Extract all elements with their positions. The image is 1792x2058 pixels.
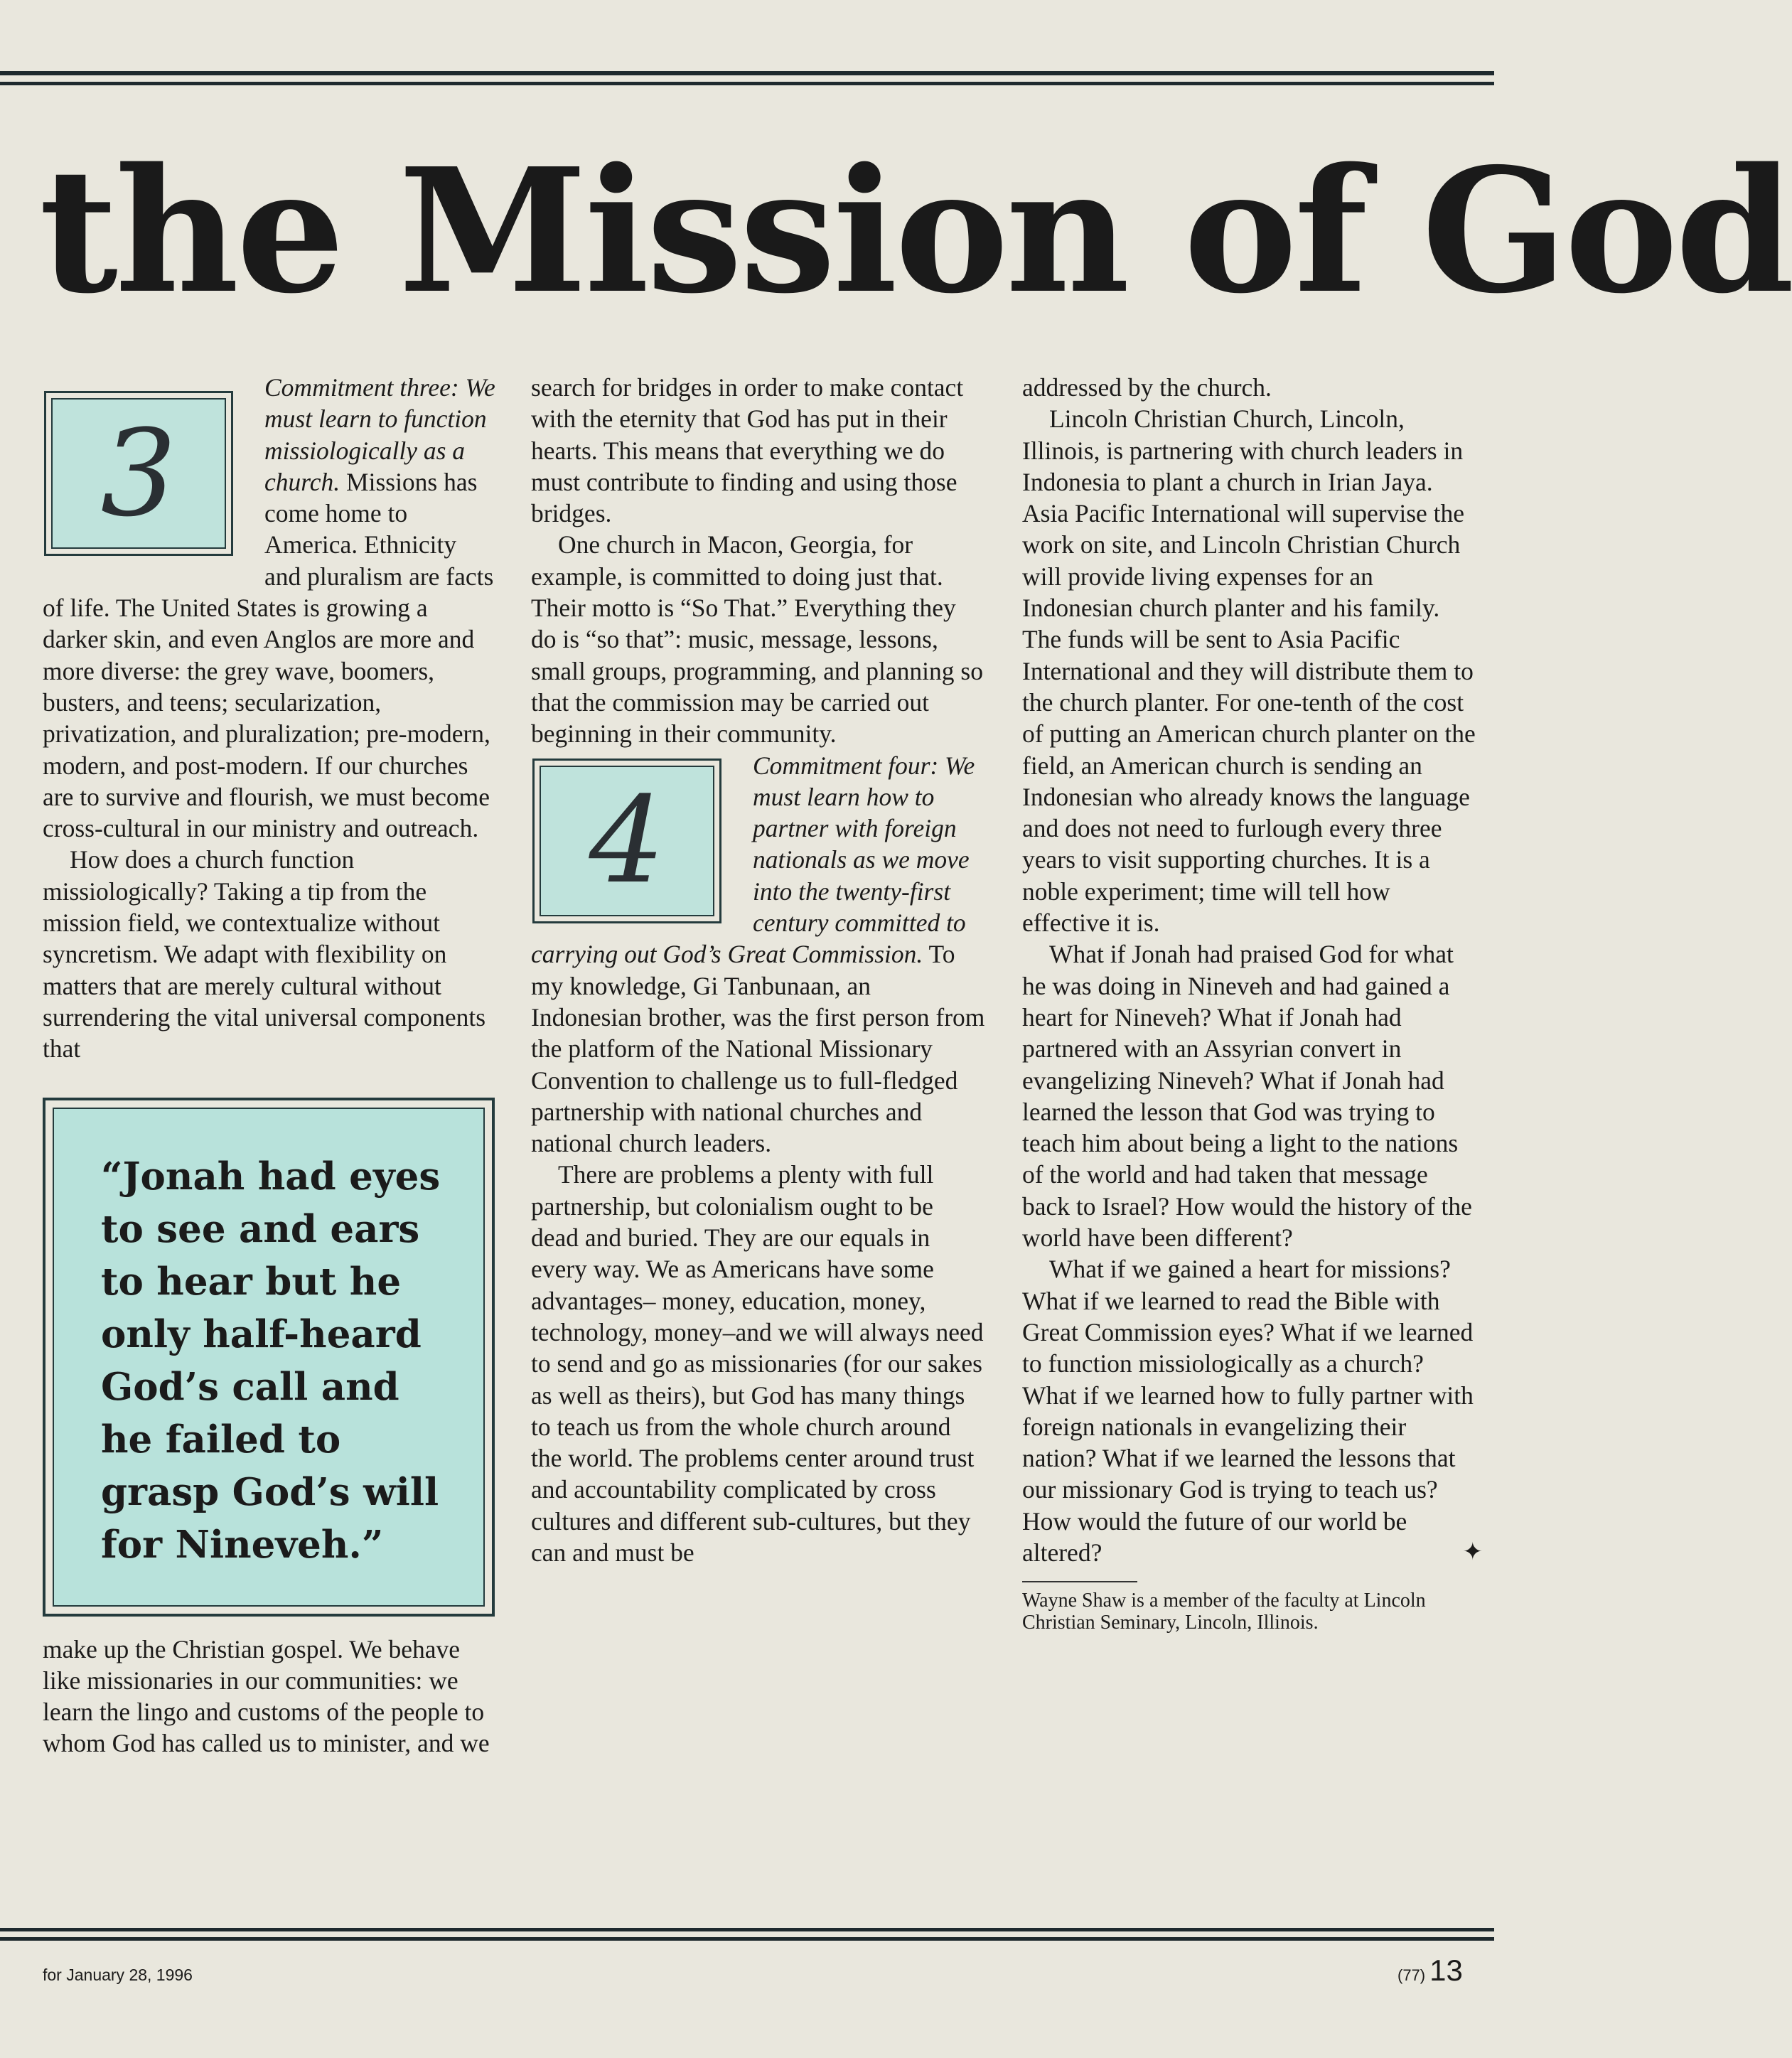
paragraph-text: To my knowledge, Gi Tanbunaan, an Indonesian brother, was the first person from the platform of the National Missionary Convention to challenge us to full-fledged partnership with national churches and national church leaders. bbox=[531, 940, 985, 1158]
paragraph-text: What if we gained a heart for missions? What if we learned to read the Bible with Great Commission eyes? What if we learned to function missiologically as a church? What if we learned how to fully partner with foreign nationals in evangelizing their nation? What if we learned the lessons that our missionary God is trying to teach us? How would the future of our world be altered? bbox=[1022, 1255, 1474, 1567]
paragraph: What if Jonah had praised God for what he was doing in Nineveh and had gained a heart for Nineveh? What if Jonah had partnered with an Assyrian convert in evangelizing Nineveh? What if Jonah had learned the lesson that God was trying to teach him about being a light to the nations of the world and had taken that message back to Israel? How would the history of the world have been different? bbox=[1022, 940, 1472, 1253]
page-number-value: 13 bbox=[1429, 1954, 1463, 1987]
commitment-heading: Commitment three: We must learn to function missiologically as a church. bbox=[264, 373, 495, 496]
column-3 bbox=[1022, 372, 1483, 1634]
paragraph: make up the Christian gospel. We behave like missionaries in our communities: we learn the lingo and customs of the people to whom God has called us to minister, and we bbox=[43, 1634, 490, 1758]
paragraph: There are problems a plenty with full partnership, but colonialism ought to be dead and buried. They are our equals in every way. We as Americans have some advantages– money, education, money, technology, money–and we will always need to send and go as missionaries (for our sakes as well as theirs), but God has many things to teach us from the whole church around the world. The problems center around trust and accountability complicated by cross cultures and different sub-cultures, but they can and must be bbox=[531, 1160, 984, 1567]
paragraph: addressed by the church. bbox=[1022, 373, 1272, 402]
bio-divider bbox=[1022, 1581, 1137, 1582]
drop-number: 4 bbox=[540, 766, 714, 916]
top-rule-1 bbox=[0, 71, 1494, 75]
paragraph: Lincoln Christian Church, Lincoln, Illinois, is partnering with church leaders in Indonesia to plant a church in Irian Jaya. Asia Pacific International will supervise the work on site, and Lincoln Christian Church will provide living expenses for an Indonesian church planter and his family. The funds will be sent to Asia Pacific International and they will distribute them to the church planter. For one-tenth of the cost of putting an American church planter on the field, an American church is sending an Indonesian who already knows the language and does not need to furlough every three years to visit supporting churches. It is a noble experiment; time will tell how effective it is. bbox=[1022, 404, 1476, 938]
paragraph-text: Missions has come home to America. Ethnicity and pluralism are facts of life. The United States is growing a darker skin, and even Anglos are more and more diverse: the grey wave, boomers, busters, and teens; secularization, privatization, and pluralization; pre-modern, modern, and post-modern. If our churches are to survive and flourish, we must become cross-cultural in our ministry and outreach. bbox=[43, 467, 494, 843]
headline: the Mission of God bbox=[39, 131, 1792, 331]
drop-number-box bbox=[44, 391, 233, 556]
paragraph: search for bridges in order to make contact with the eternity that God has put in their hearts. This means that everything we do must contribute to finding and using those bridges. bbox=[531, 373, 964, 528]
pull-quote-box bbox=[43, 1098, 495, 1617]
drop-number-box bbox=[532, 759, 721, 923]
column-2 bbox=[531, 372, 986, 1568]
drop-number: 3 bbox=[51, 398, 226, 549]
bottom-rule-1 bbox=[0, 1928, 1494, 1931]
author-bio: Wayne Shaw is a member of the faculty at Lincoln Christian Seminary, Lincoln, Illinois. bbox=[1022, 1590, 1426, 1634]
pull-quote: “Jonah had eyes to see and ears to hear but he only half-heard God’s call and he failed to grasp God’s will for Nineveh.” bbox=[53, 1108, 485, 1607]
issue-number: (77) bbox=[1397, 1966, 1426, 1984]
bottom-rule-2 bbox=[0, 1937, 1494, 1941]
paragraph bbox=[1022, 1253, 1483, 1568]
paragraph: How does a church function missiologically? Taking a tip from the mission field, we contextualize without syncretism. We adapt with flexibility on matters that are merely cultural without surrendering the vital universal components that bbox=[43, 845, 486, 1063]
paragraph: One church in Macon, Georgia, for example, is committed to doing just that. Their motto is “So That.” Everything they do is “so that”: music, message, lessons, small groups, programming, and planning so that the commission may be carried out beginning in their community. bbox=[531, 530, 983, 749]
commitment-heading: Commitment four: We must learn how to partner with foreign nationals as we move into the twenty-first century committed to carrying out God’s Great Commission. bbox=[531, 751, 975, 969]
column-1 bbox=[43, 372, 498, 1759]
page-number bbox=[1397, 1954, 1463, 1988]
end-mark-icon: ✦ bbox=[1462, 1538, 1483, 1565]
footer-date: for January 28, 1996 bbox=[43, 1966, 193, 1984]
top-rule-2 bbox=[0, 82, 1494, 85]
